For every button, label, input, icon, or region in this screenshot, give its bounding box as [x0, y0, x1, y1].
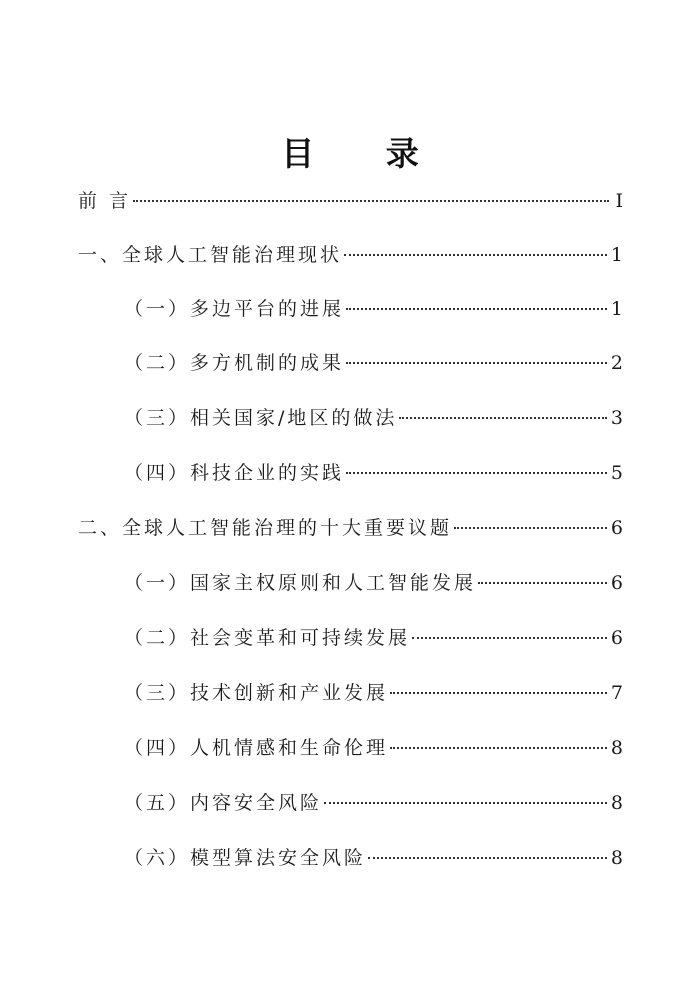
- toc-entry-page: I: [615, 190, 623, 212]
- toc-entry-page: 1: [610, 244, 623, 266]
- dot-leader: [346, 308, 607, 310]
- toc-entry-section-1-3[interactable]: [124, 403, 623, 431]
- dot-leader: [368, 857, 607, 859]
- toc-entry-section-2-3[interactable]: [124, 678, 623, 706]
- toc-entry-page: 6: [610, 627, 623, 649]
- toc-entry-section-2-6[interactable]: [124, 843, 623, 871]
- toc-entry-label: （三）相关国家/地区的做法: [124, 407, 398, 429]
- toc-entry-label: （四）科技企业的实践: [124, 462, 345, 484]
- toc-entry-section-1-1[interactable]: [124, 294, 623, 322]
- toc-entry-page: 6: [610, 517, 623, 539]
- toc-entry-label: 一、全球人工智能治理现状: [78, 244, 343, 266]
- dot-leader: [399, 417, 607, 419]
- toc-entry-section-2-2[interactable]: [124, 623, 623, 651]
- toc-entry-label: （四）人机情感和生命伦理: [124, 737, 389, 759]
- toc-entry-label: （一）国家主权原则和人工智能发展: [124, 572, 477, 594]
- dot-leader: [478, 582, 607, 584]
- toc-entry-section-2-1[interactable]: [124, 568, 623, 596]
- toc-entry-section-1-4[interactable]: [124, 458, 623, 486]
- toc-entry-section-1-2[interactable]: [124, 348, 623, 376]
- toc-entry-label: （五）内容安全风险: [124, 792, 323, 814]
- toc-entry-section-2[interactable]: [78, 513, 623, 541]
- dot-leader: [344, 254, 607, 256]
- toc-entry-label: （二）多方机制的成果: [124, 352, 345, 374]
- toc-entry-page: 3: [610, 407, 623, 429]
- toc-entry-label: 二、全球人工智能治理的十大重要议题: [78, 517, 453, 539]
- dot-leader: [412, 637, 607, 639]
- toc-entry-page: 8: [610, 792, 623, 814]
- toc-entry-page: 5: [610, 462, 623, 484]
- toc-entry-label: （六）模型算法安全风险: [124, 847, 367, 869]
- dot-leader: [346, 472, 607, 474]
- toc-entry-page: 6: [610, 572, 623, 594]
- toc-entry-section-2-5[interactable]: [124, 788, 623, 816]
- toc-entry-label: （一）多边平台的进展: [124, 298, 345, 320]
- toc-entry-section-2-4[interactable]: [124, 733, 623, 761]
- dot-leader: [346, 362, 607, 364]
- dot-leader: [133, 200, 609, 202]
- dot-leader: [454, 527, 607, 529]
- toc-entry-page: 2: [610, 352, 623, 374]
- dot-leader: [324, 802, 607, 804]
- toc-entry-section-1[interactable]: [78, 240, 623, 268]
- dot-leader: [390, 747, 607, 749]
- toc-entry-page: 1: [610, 298, 623, 320]
- toc-entry-page: 8: [610, 847, 623, 869]
- toc-entry-page: 8: [610, 737, 623, 759]
- toc-entry-label: （二）社会变革和可持续发展: [124, 627, 411, 649]
- toc-entry-label: 前 言: [78, 190, 132, 212]
- dot-leader: [390, 692, 607, 694]
- toc-entry-preface[interactable]: [78, 186, 623, 214]
- toc-title: 目 录: [281, 134, 449, 173]
- toc-entry-page: 7: [610, 682, 623, 704]
- toc-entry-label: （三）技术创新和产业发展: [124, 682, 389, 704]
